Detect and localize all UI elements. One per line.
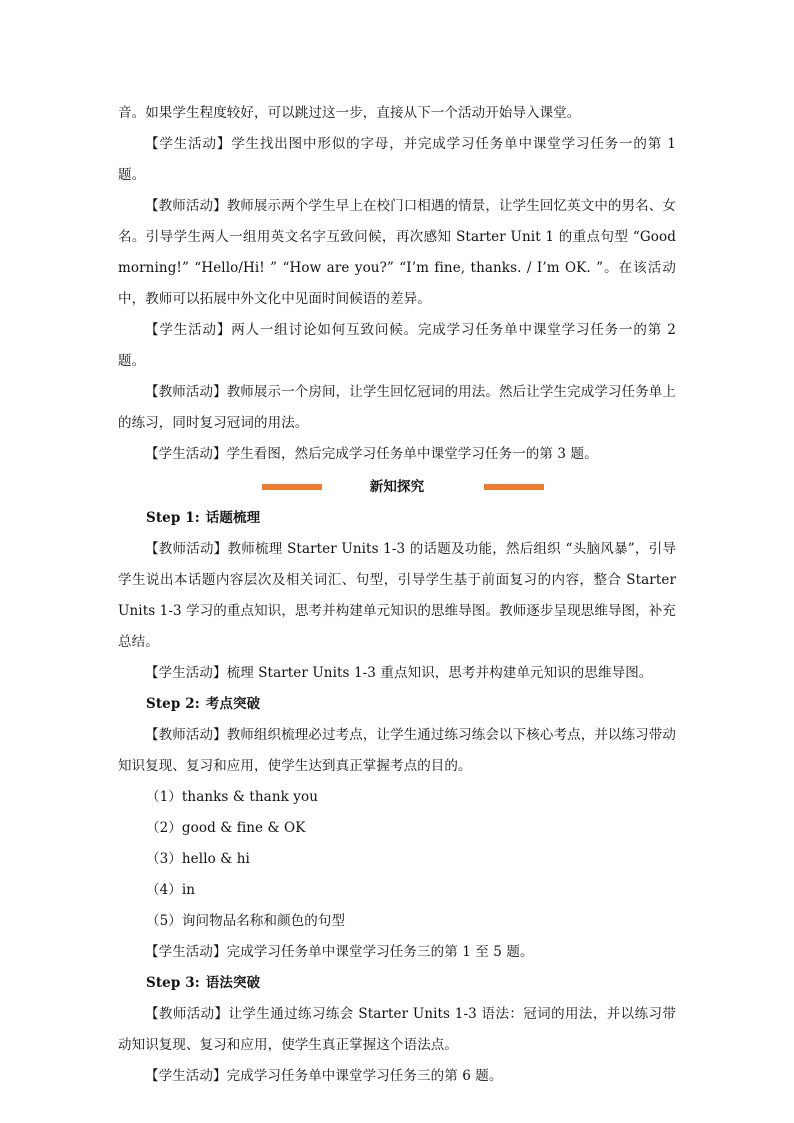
paragraph-teacher-activity-room: 【教师活动】教师展示一个房间，让学生回忆冠词的用法。然后让学生完成学习任务单上的练习，同时复习冠词的用法。: [118, 384, 676, 431]
document-body: [118, 98, 676, 1092]
step2-list-item: （3）hello & hi: [146, 851, 250, 867]
paragraph-student-activity-3: 【学生活动】学生看图，然后完成学习任务单中课堂学习任务一的第 3 题。: [145, 446, 598, 462]
step2-list-item: （1）thanks & thank you: [146, 789, 319, 805]
step1-title: 话题梳理: [205, 510, 261, 526]
paragraph-student-activity-2: 【学生活动】两人一组讨论如何互致问候。完成学习任务单中课堂学习任务一的第 2 题。: [118, 322, 676, 369]
step3-label: Step 3:: [146, 975, 200, 991]
step2-list-item: （5）询问物品名称和颜色的句型: [146, 913, 346, 929]
step1-heading: [118, 503, 676, 534]
step3-student-activity: 【学生活动】完成学习任务单中课堂学习任务三的第 6 题。: [145, 1068, 503, 1084]
step3-title: 语法突破: [205, 975, 261, 991]
step2-title: 考点突破: [205, 696, 261, 712]
step1-student-activity: 【学生活动】梳理 Starter Units 1-3 重点知识，思考并构建单元知识的思维导图。: [145, 665, 653, 681]
step2-heading: [118, 689, 676, 720]
paragraph-continuation: 音。如果学生程度较好，可以跳过这一步，直接从下一个活动开始导入课堂。: [118, 105, 581, 121]
step1-teacher-activity: 【教师活动】教师梳理 Starter Units 1-3 的话题及功能，然后组织 “头脑风暴”，引导学生说出本话题内容层次及相关词汇、句型，引导学生基于前面复习的内容，整合 Starter Units 1-3 学习的重点知识，思考并构建单元知识的思维导图。教师逐步呈现思维导图，补充总结。: [118, 541, 676, 650]
step2-list-item: （4）in: [146, 882, 196, 898]
section-header: [118, 471, 676, 503]
step2-label: Step 2:: [146, 696, 200, 712]
step2-student-activity: 【学生活动】完成学习任务单中课堂学习任务三的第 1 至 5 题。: [145, 944, 534, 960]
section-header-bar-right: [484, 484, 544, 490]
paragraph-student-activity-1: 【学生活动】学生找出图中形似的字母，并完成学习任务单中课堂学习任务一的第 1 题。: [118, 136, 676, 183]
step3-teacher-activity: 【教师活动】让学生通过练习练会 Starter Units 1-3 语法：冠词的用法，并以练习带动知识复现、复习和应用，使学生真正掌握这个语法点。: [118, 1006, 676, 1053]
step3-heading: [118, 968, 676, 999]
step1-label: Step 1:: [146, 510, 200, 526]
paragraph-teacher-activity-greeting: 【教师活动】教师展示两个学生早上在校门口相遇的情景，让学生回忆英文中的男名、女名。引导学生两人一组用英文名字互致问候，再次感知 Starter Unit 1 的重点句型 “Good morning!” “Hello/Hi! ” “How are you?” “I’m fine, thanks. / I’m OK. ”。在该活动中，教师可以拓展中外文化中见面时间候语的差异。: [118, 198, 676, 307]
step2-list-item: （2）good & fine & OK: [146, 820, 306, 836]
section-title: 新知探究: [369, 479, 425, 495]
step2-teacher-activity: 【教师活动】教师组织梳理必过考点，让学生通过练习练会以下核心考点，并以练习带动知识复现、复习和应用，使学生达到真正掌握考点的目的。: [118, 727, 676, 774]
